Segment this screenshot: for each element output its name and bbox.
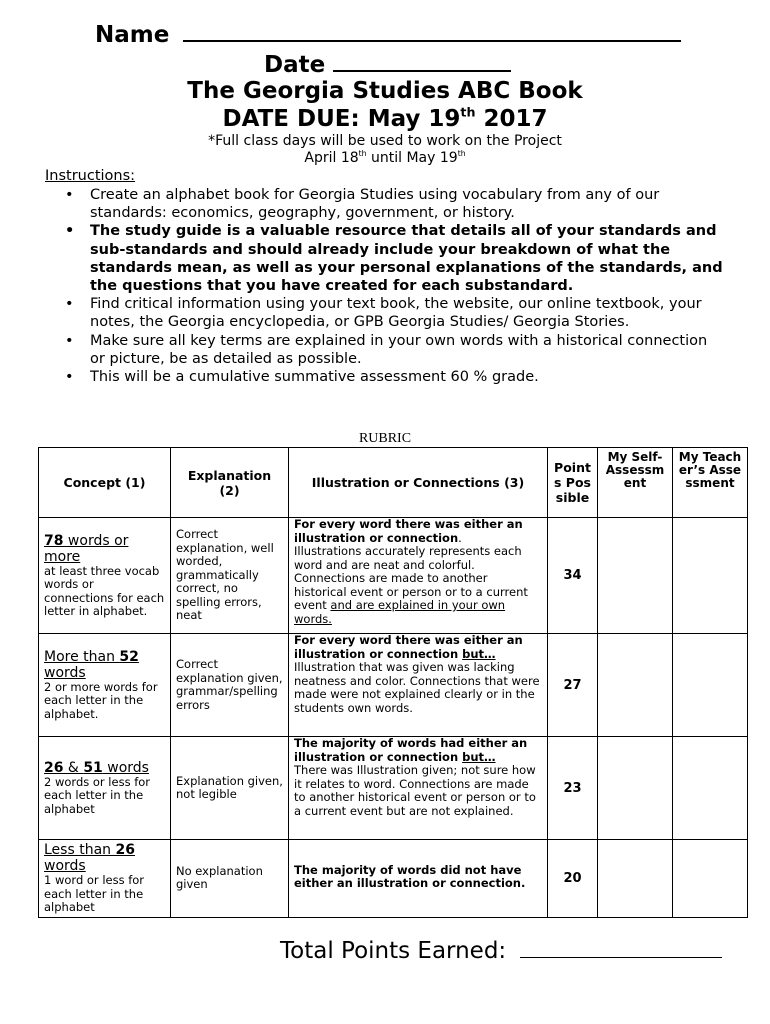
- explanation-cell: No explanation given: [171, 840, 289, 918]
- concept-description: 2 or more words for each letter in the alphabet.: [44, 679, 158, 721]
- points-cell: 27: [548, 634, 598, 737]
- instructions-label: Instructions:: [45, 168, 136, 184]
- project-note: *Full class days will be used to work on the Project: [208, 133, 562, 149]
- due-date: DATE DUE: May 19th 2017: [222, 104, 548, 132]
- illustration-cell: For every word there was either an illustration or connection. Illustrations accurately represents each word and are neat and colorful. Connections are made to another historical event or person or to a current event and are explained in your own words.: [289, 518, 548, 634]
- concept-title: 78 words or more: [44, 532, 129, 565]
- table-row: [39, 840, 748, 918]
- explanation-cell: Correct explanation, well worded, grammatically correct, no spelling errors, neat: [171, 518, 289, 634]
- teacher-assessment-header: My Teacher’s Assessment: [673, 448, 748, 518]
- instruction-item: • Find critical information using your text book, the website, our online textbook, your notes, the Georgia encyclopedia, or GPB Georgia Studies/ Georgia Stories.: [45, 295, 725, 331]
- concept-description: at least three vocab words or connections for each letter in alphabet.: [44, 563, 165, 618]
- points-cell: 23: [548, 737, 598, 840]
- concept-description: 2 words or less for each letter in the alphabet: [44, 774, 151, 816]
- teacher-assessment-cell[interactable]: [673, 840, 748, 918]
- rubric-table: [38, 447, 748, 918]
- concept-description: 1 word or less for each letter in the alphabet: [44, 873, 145, 914]
- illustration-header: Illustration or Connections (3): [289, 448, 548, 518]
- total-points-field: [280, 938, 722, 964]
- table-row: [39, 737, 748, 840]
- points-cell: 34: [548, 518, 598, 634]
- instructions-list: [45, 186, 725, 386]
- table-row: [39, 518, 748, 634]
- name-field: [95, 22, 681, 48]
- total-points-blank-line[interactable]: [520, 957, 722, 958]
- rubric-label: RUBRIC: [358, 431, 412, 446]
- concept-title: 26 & 51 words: [44, 759, 149, 776]
- explanation-cell: Correct explanation given, grammar/spelling errors: [171, 634, 289, 737]
- table-row: [39, 634, 748, 737]
- rubric-header-row: [39, 448, 748, 518]
- instruction-item: • Make sure all key terms are explained in your own words with a historical connection or picture, be as detailed as possible.: [45, 332, 725, 368]
- instruction-item: • The study guide is a valuable resource that details all of your standards and sub-standards and should already include your breakdown of what the standards mean, as well as your personal explanations of the standards, and the questions that you have created for each substandard.: [45, 222, 725, 295]
- name-label: Name: [95, 22, 170, 48]
- illustration-cell: For every word there was either an illustration or connection but… Illustration that was given was lacking neatness and color. Connections that were made were not explained clearly or in the students own words.: [289, 634, 548, 737]
- concept-cell: [39, 840, 171, 918]
- date-label: Date: [264, 52, 326, 78]
- project-dates: April 18th until May 19th: [304, 149, 466, 166]
- illustration-cell: The majority of words did not have either an illustration or connection.: [289, 840, 548, 918]
- illustration-cell: The majority of words had either an illustration or connection but… There was Illustration given; not sure how it relates to word. Connections are made to another historical event or person or to a current event but are not explained.: [289, 737, 548, 840]
- points-header: Points Possible: [548, 448, 598, 518]
- name-blank-line[interactable]: [183, 40, 681, 42]
- concept-cell: [39, 634, 171, 737]
- concept-title: Less than 26 words: [44, 842, 135, 874]
- concept-cell: [39, 737, 171, 840]
- date-field: [264, 52, 511, 78]
- self-assessment-cell[interactable]: [598, 518, 673, 634]
- total-points-label: Total Points Earned:: [280, 938, 507, 964]
- teacher-assessment-cell[interactable]: [673, 737, 748, 840]
- self-assessment-header: My Self-Assessment: [598, 448, 673, 518]
- concept-cell: [39, 518, 171, 634]
- points-cell: 20: [548, 840, 598, 918]
- teacher-assessment-cell[interactable]: [673, 634, 748, 737]
- self-assessment-cell[interactable]: [598, 634, 673, 737]
- instruction-item: • Create an alphabet book for Georgia Studies using vocabulary from any of our standards: economics, geography, government, or history.: [45, 186, 725, 222]
- concept-title: More than 52 words: [44, 648, 139, 681]
- explanation-header: Explanation (2): [171, 448, 289, 518]
- self-assessment-cell[interactable]: [598, 737, 673, 840]
- concept-header: Concept (1): [39, 448, 171, 518]
- date-blank-line[interactable]: [333, 70, 511, 72]
- teacher-assessment-cell[interactable]: [673, 518, 748, 634]
- instruction-item: • This will be a cumulative summative assessment 60 % grade.: [45, 368, 725, 386]
- page-title: The Georgia Studies ABC Book: [187, 78, 583, 104]
- self-assessment-cell[interactable]: [598, 840, 673, 918]
- explanation-cell: Explanation given, not legible: [171, 737, 289, 840]
